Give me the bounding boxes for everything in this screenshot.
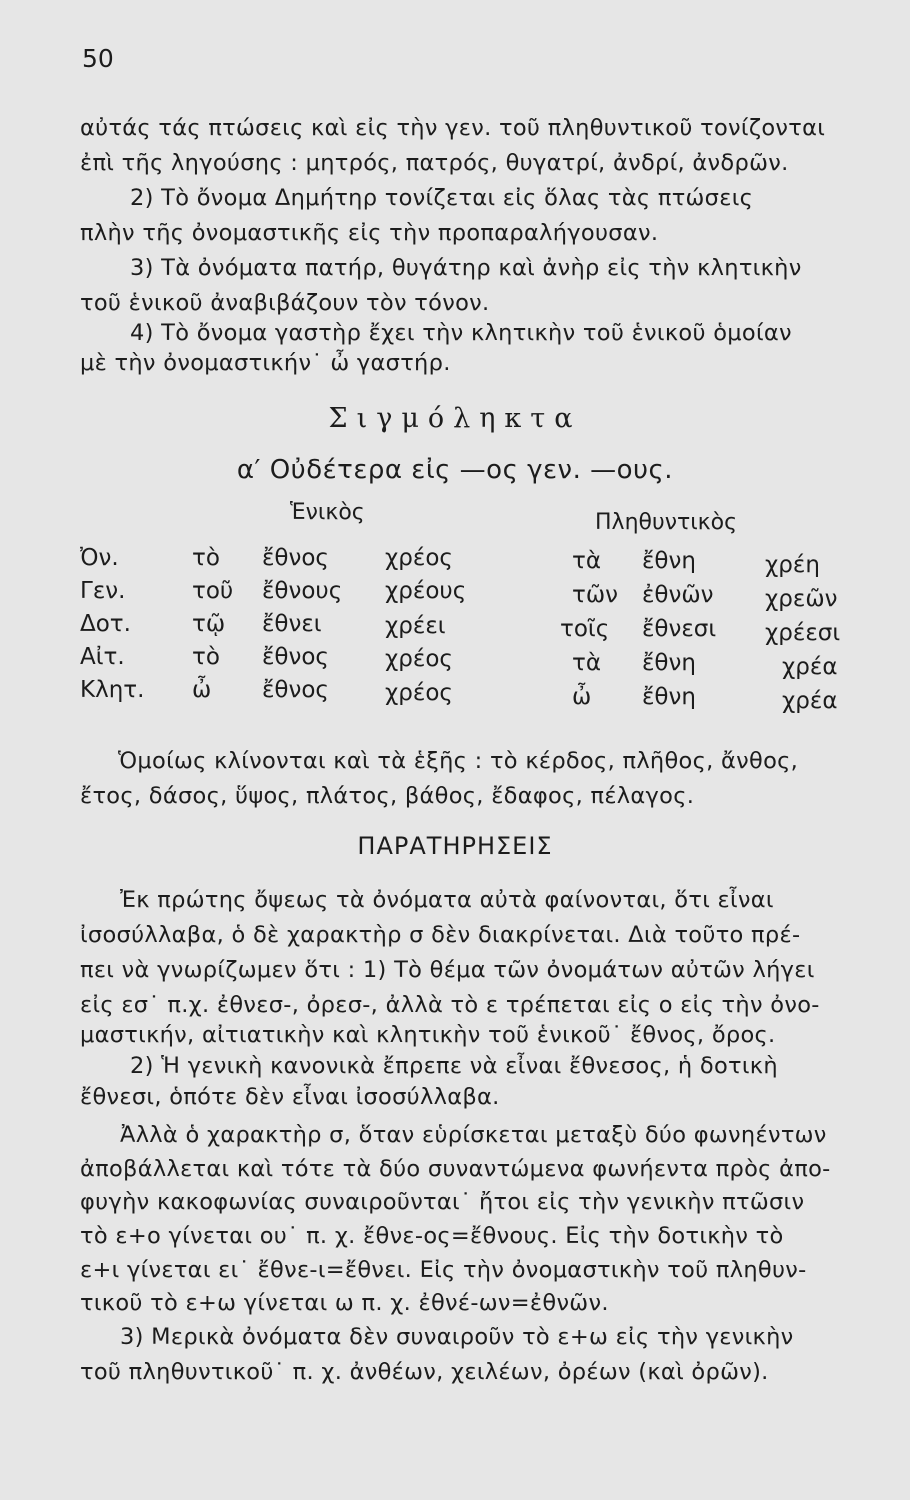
table-cell: τὰ [572,548,602,574]
table-cell: τὸ [192,644,220,670]
notes-line: ἰσοσύλλαβα, ὁ δὲ χαρακτὴρ σ δὲν διακρίνεται. Διὰ τοῦτο πρέ- [80,922,801,948]
intro-line: 3) Τὰ ὀνόματα πατήρ, θυγάτηρ καὶ ἀνὴρ εἰς τὴν κλητικὴν [130,255,802,281]
notes-line: 2) Ἡ γενικὴ κανονικὰ ἔπρεπε νὰ εἶναι ἔθνεσος, ἡ δοτικὴ [130,1053,778,1079]
table-cell: χρέος [385,680,453,706]
notes-line: ε+ι γίνεται ει˙ ἔθνε-ι=ἔθνει. Εἰς τὴν ὀνομαστικὴν τοῦ πληθυν- [80,1257,807,1283]
notes-line: ἀποβάλλεται καὶ τότε τὰ δύο συναντώμενα φωνήεντα πρὸς ἀπο- [80,1156,831,1182]
notes-line: μαστικήν, αἰτιατικὴν καὶ κλητικὴν τοῦ ἑνικοῦ˙ ἔθνος, ὄρος. [80,1022,776,1048]
table-cell: χρέει [385,613,446,639]
table-cell: ἔθνους [262,578,343,604]
table-cell: ἔθνος [262,545,329,571]
intro-line: 4) Τὸ ὄνομα γαστὴρ ἔχει τὴν κλητικὴν τοῦ ἑνικοῦ ὁμοίαν [130,320,792,346]
table-cell: ἔθνεσι [642,616,717,642]
table-cell: τῶν [572,582,618,608]
notes-line: πει νὰ γνωρίζωμεν ὅτι : 1) Τὸ θέμα τῶν ὀνομάτων αὐτῶν λήγει [80,957,815,983]
singular-header: Ἑνικὸς [290,500,365,525]
table-cell: χρέος [385,545,453,571]
table-cell: χρέος [385,646,453,672]
subsection-title: α′ Οὐδέτερα εἰς —ος γεν. —ους. [236,455,674,485]
case-label: Γεν. [80,578,126,604]
notes-line: τοῦ πληθυντικοῦ˙ π. χ. ἀνθέων, χειλέων, ὀρέων (καὶ ὀρῶν). [80,1359,769,1385]
intro-line: πλὴν τῆς ὀνομαστικῆς εἰς τὴν προπαραλήγουσαν. [80,220,659,246]
table-cell: χρέη [765,552,820,578]
similar-line: Ὁμοίως κλίνονται καὶ τὰ ἑξῆς : τὸ κέρδος, πλῆθος, ἄνθος, [118,748,799,774]
table-cell: ἔθνει [262,611,322,637]
page-number: 50 [82,44,114,73]
similar-line: ἔτος, δάσος, ὕψος, πλάτος, βάθος, ἔδαφος, πέλαγος. [80,783,695,809]
intro-line: αὐτάς τάς πτώσεις καὶ εἰς τὴν γεν. τοῦ πληθυντικοῦ τονίζονται [80,115,826,141]
table-cell: τὰ [572,650,602,676]
table-cell: τῷ [192,611,226,637]
table-cell: χρέους [385,578,467,604]
section-title: Σιγμόληκτα [328,403,582,434]
notes-line: Ἐκ πρώτης ὄψεως τὰ ὀνόματα αὐτὰ φαίνονται, ὅτι εἶναι [120,887,774,913]
table-cell: χρέεσι [765,620,841,646]
notes-line: τὸ ε+ο γίνεται ου˙ π. χ. ἔθνε-ος=ἔθνους. Εἰς τὴν δοτικὴν τὸ [80,1223,784,1249]
notes-line: Ἀλλὰ ὁ χαρακτὴρ σ, ὅταν εὑρίσκεται μεταξὺ δύο φωνηέντων [120,1122,827,1148]
table-cell: ἔθνη [642,548,696,574]
notes-line: ἔθνεσι, ὁπότε δὲν εἶναι ἰσοσύλλαβα. [80,1084,500,1110]
table-cell: χρεῶν [765,586,838,612]
notes-line: 3) Μερικὰ ὀνόματα δὲν συναιροῦν τὸ ε+ω εἰς τὴν γενικὴν [120,1324,794,1350]
table-cell: τοῖς [560,616,610,642]
case-label: Ὀν. [80,545,119,571]
case-label: Κλητ. [80,677,145,703]
intro-line: μὲ τὴν ὀνομαστικήν˙ ὦ γαστήρ. [80,350,451,376]
table-cell: ἔθνος [262,644,329,670]
notes-line: φυγὴν κακοφωνίας συναιροῦνται˙ ἤτοι εἰς τὴν γενικὴν πτῶσιν [80,1189,805,1215]
table-cell: ἔθνη [642,684,696,710]
notes-line: τικοῦ τὸ ε+ω γίνεται ω π. χ. ἐθνέ-ων=ἐθνῶν. [80,1290,609,1316]
table-cell: χρέα [782,688,838,714]
table-cell: ἔθνος [262,677,329,703]
intro-line: τοῦ ἑνικοῦ ἀναβιβάζουν τὸν τόνον. [80,290,490,316]
table-cell: τοῦ [192,578,234,604]
case-label: Δοτ. [80,611,131,637]
table-cell: χρέα [782,654,838,680]
table-cell: τὸ [192,545,220,571]
intro-line: 2) Τὸ ὄνομα Δημήτηρ τονίζεται εἰς ὅλας τὰς πτώσεις [130,185,754,211]
notes-title: ΠΑΡΑΤΗΡΗΣΕΙΣ [357,832,553,860]
table-cell: ἐθνῶν [642,582,714,608]
table-cell: ἔθνη [642,650,696,676]
intro-line: ἐπὶ τῆς ληγούσης : μητρός, πατρός, θυγατρί, ἀνδρί, ἀνδρῶν. [80,150,789,176]
case-label: Αἰτ. [80,644,125,670]
notes-line: εἰς εσ˙ π.χ. ἐθνεσ-, ὀρεσ-, ἀλλὰ τὸ ε τρέπεται εἰς ο εἰς τὴν ὀνο- [80,992,820,1018]
table-cell: ὦ [572,684,592,710]
table-cell: ὦ [192,677,212,703]
plural-header: Πληθυντικὸς [595,510,738,535]
